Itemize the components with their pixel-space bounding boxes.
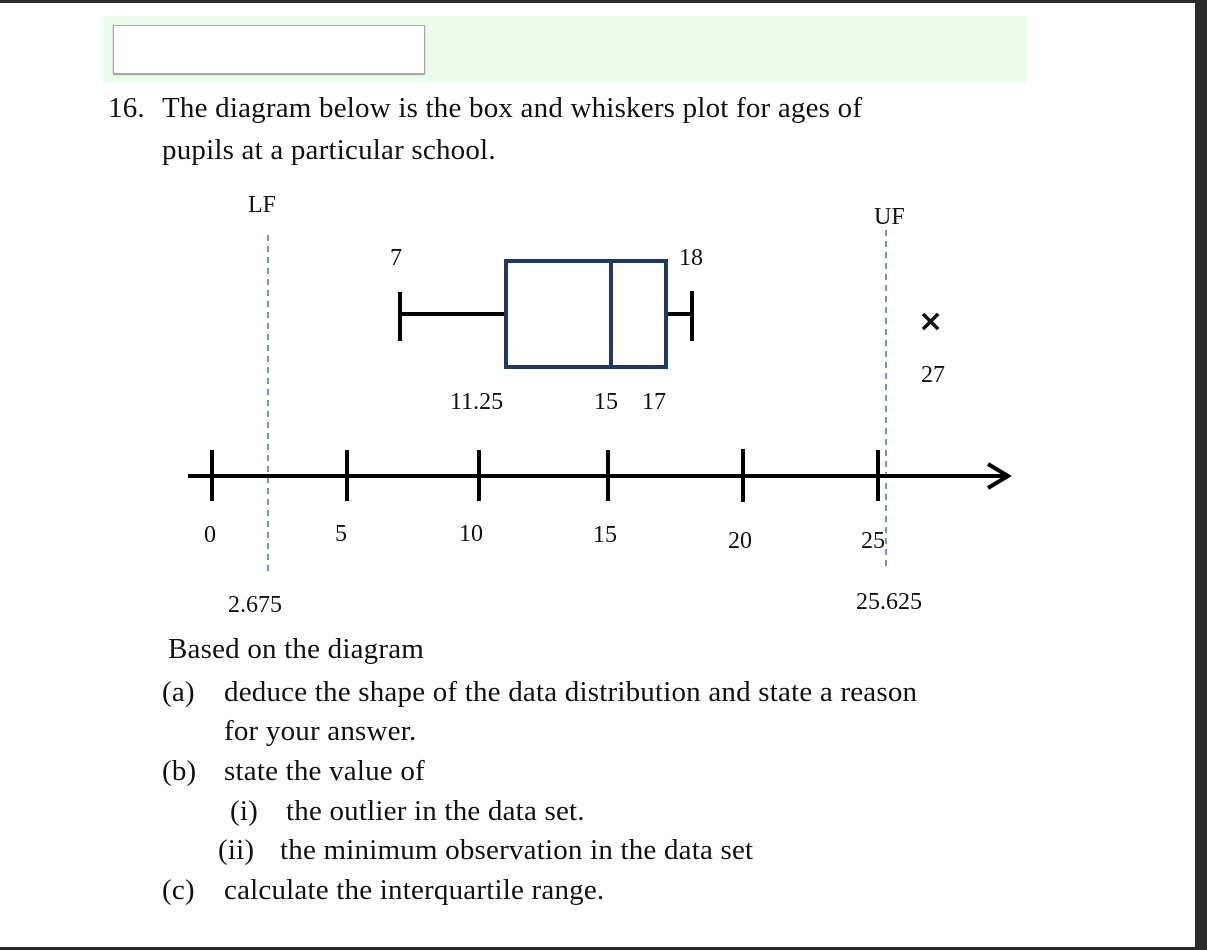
upper-fence-label: UF <box>874 204 905 230</box>
outlier-marker-icon: × <box>918 304 944 339</box>
q3-value-label: 17 <box>642 389 666 415</box>
min-value-label: 7 <box>390 245 402 271</box>
axis-label-5: 5 <box>335 521 347 547</box>
question-line-2: pupils at a particular school. <box>162 134 496 166</box>
part-b-i-text: the outlier in the data set. <box>286 795 585 827</box>
q1-value-label: 11.25 <box>450 389 504 415</box>
lower-fence-value: 2.675 <box>228 592 282 618</box>
part-c-text: calculate the interquartile range. <box>224 874 605 906</box>
median-value-label: 15 <box>594 389 618 415</box>
prompt-text: Based on the diagram <box>168 633 425 665</box>
part-a-line-2: for your answer. <box>224 715 417 747</box>
upper-fence-value: 25.625 <box>856 589 922 615</box>
part-b-label: (b) <box>162 755 197 787</box>
part-a-label: (a) <box>162 676 195 708</box>
outlier-value-label: 27 <box>921 362 945 388</box>
part-b-ii-label: (ii) <box>218 834 255 866</box>
part-b-i-label: (i) <box>230 795 258 827</box>
max-value-label: 18 <box>679 245 703 271</box>
axis-label-15: 15 <box>593 522 617 548</box>
part-b-ii-text: the minimum observation in the data set <box>280 834 754 866</box>
lower-fence-label: LF <box>248 192 277 218</box>
interquartile-box <box>506 261 666 367</box>
part-c-label: (c) <box>162 874 195 906</box>
axis-label-10: 10 <box>459 521 483 547</box>
question-number: 16. <box>108 92 145 124</box>
question-line-1: The diagram below is the box and whiskers plot for ages of <box>162 92 863 124</box>
axis-label-20: 20 <box>728 528 752 554</box>
axis-label-25: 25 <box>861 528 885 554</box>
part-a-line-1: deduce the shape of the data distribution and state a reason <box>224 676 918 708</box>
axis-label-0: 0 <box>204 522 216 548</box>
part-b-text: state the value of <box>224 755 425 787</box>
